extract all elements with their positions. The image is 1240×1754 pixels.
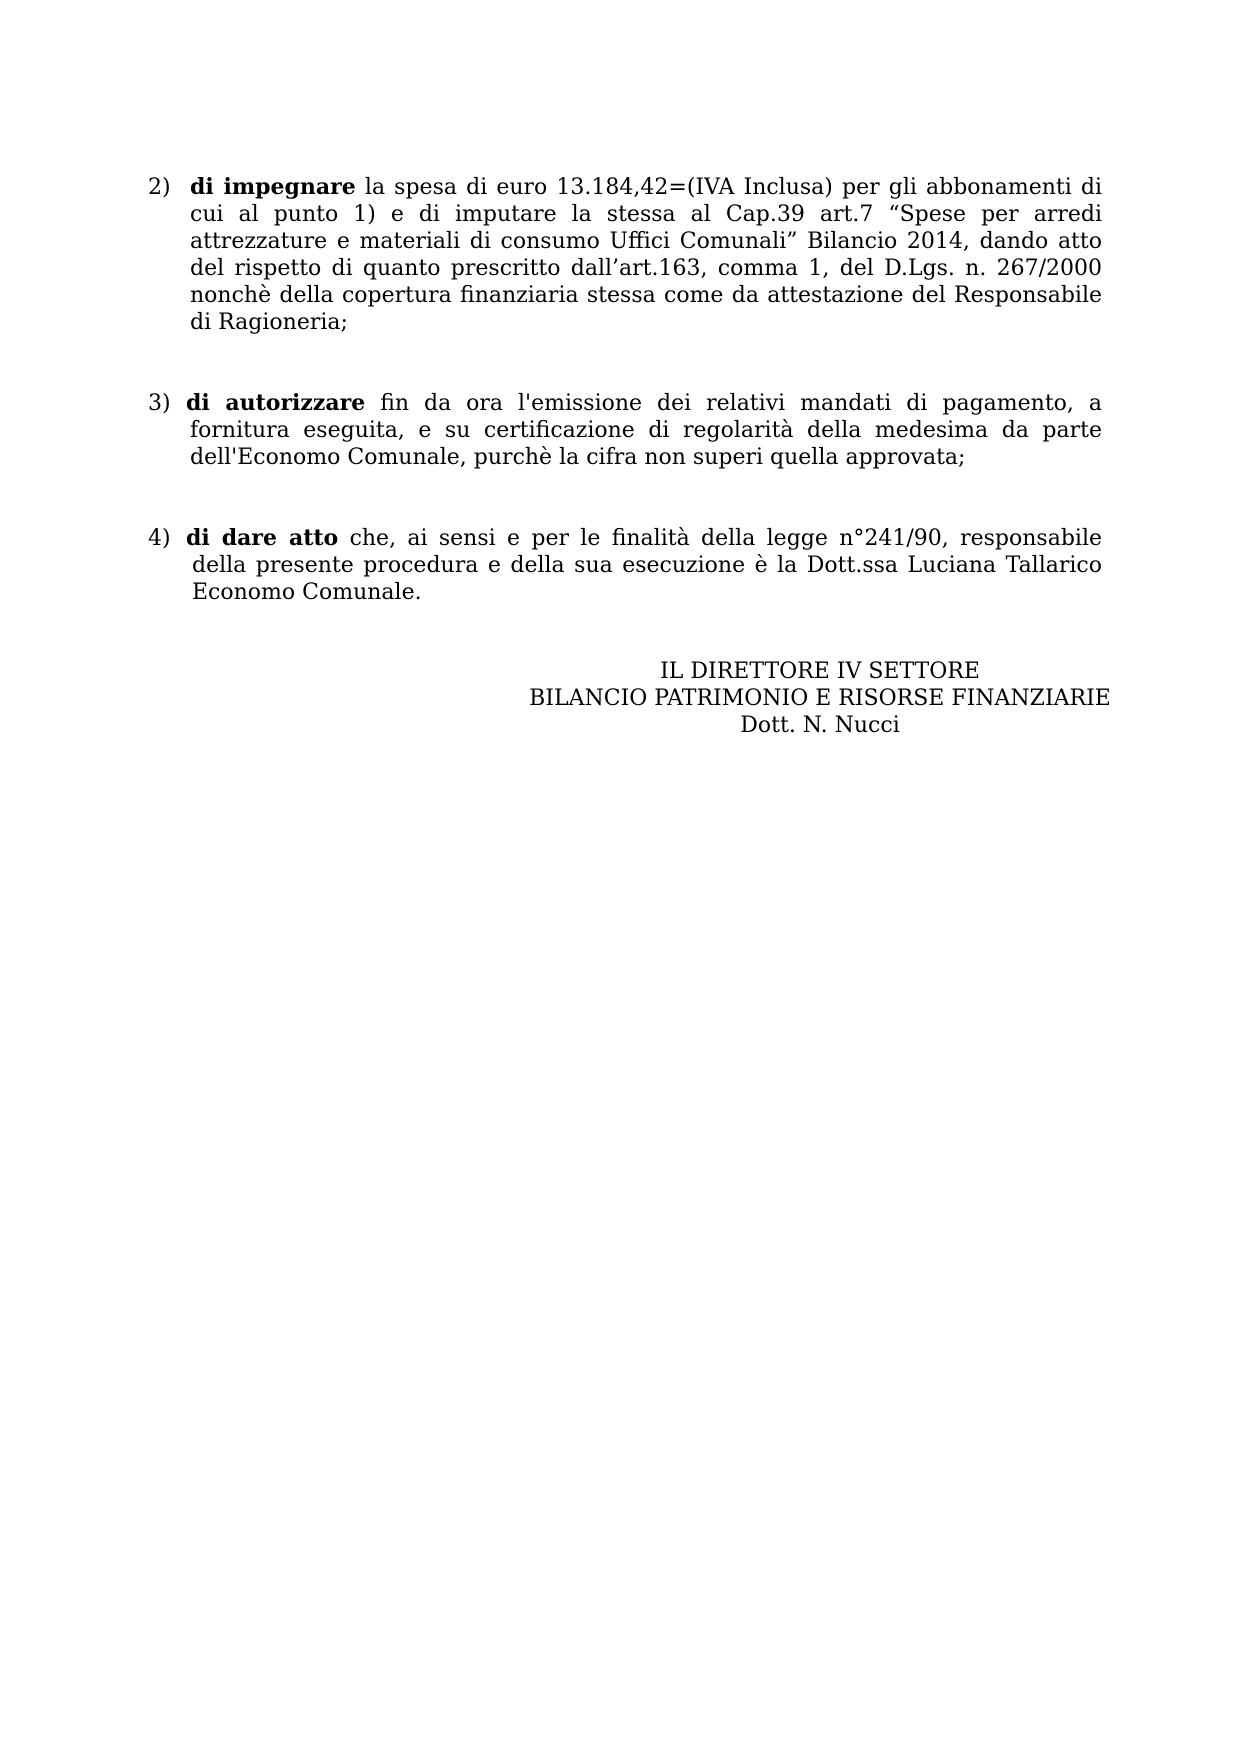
clause-text: [190, 174, 1102, 336]
clause-line: di impegnare la spesa di euro 13.184,42=(IVA Inclusa) per gli abbonamenti di: [190, 174, 1103, 200]
clause-number: 3): [148, 391, 171, 416]
signature-department: BILANCIO PATRIMONIO E RISORSE FINANZIARIE: [529, 686, 1111, 711]
signature-title: IL DIRETTORE IV SETTORE: [660, 659, 980, 684]
clause-line: cui al punto 1) e di imputare la stessa al Cap.39 art.7 “Spese per arredi: [190, 202, 1102, 227]
clause-line: della presente procedura e della sua esecuzione è la Dott.ssa Luciana Tallarico: [192, 553, 1102, 578]
clause-number: 2): [148, 175, 171, 200]
clause-keyword: di dare atto: [186, 525, 339, 551]
clause-2: [148, 174, 1102, 336]
signature-block: [520, 658, 1120, 739]
clause-4: [148, 525, 1102, 606]
clause-line: di Ragioneria;: [190, 310, 348, 335]
clause-text: [186, 525, 1102, 606]
clause-line: di autorizzare fin da ora l'emissione dei relativi mandati di pagamento, a: [186, 390, 1102, 416]
clause-line: Economo Comunale.: [192, 580, 422, 605]
clause-line: del rispetto di quanto prescritto dall’art.163, comma 1, del D.Lgs. n. 267/2000: [190, 256, 1102, 281]
clause-line: nonchè della copertura finanziaria stessa come da attestazione del Responsabile: [190, 283, 1102, 308]
clause-keyword: di impegnare: [190, 174, 356, 200]
clause-line: attrezzature e materiali di consumo Uffici Comunali” Bilancio 2014, dando atto: [190, 229, 1102, 254]
clause-text: [186, 390, 1102, 471]
clause-line: dell'Economo Comunale, purchè la cifra non superi quella approvata;: [190, 445, 966, 470]
clause-keyword: di autorizzare: [186, 390, 366, 416]
clause-number: 4): [148, 526, 171, 551]
clause-line: di dare atto che, ai sensi e per le finalità della legge n°241/90, responsabile: [186, 525, 1102, 551]
signature-name: Dott. N. Nucci: [740, 713, 900, 738]
clause-line: fornitura eseguita, e su certificazione di regolarità della medesima da parte: [190, 418, 1102, 443]
clause-3: [148, 390, 1102, 471]
